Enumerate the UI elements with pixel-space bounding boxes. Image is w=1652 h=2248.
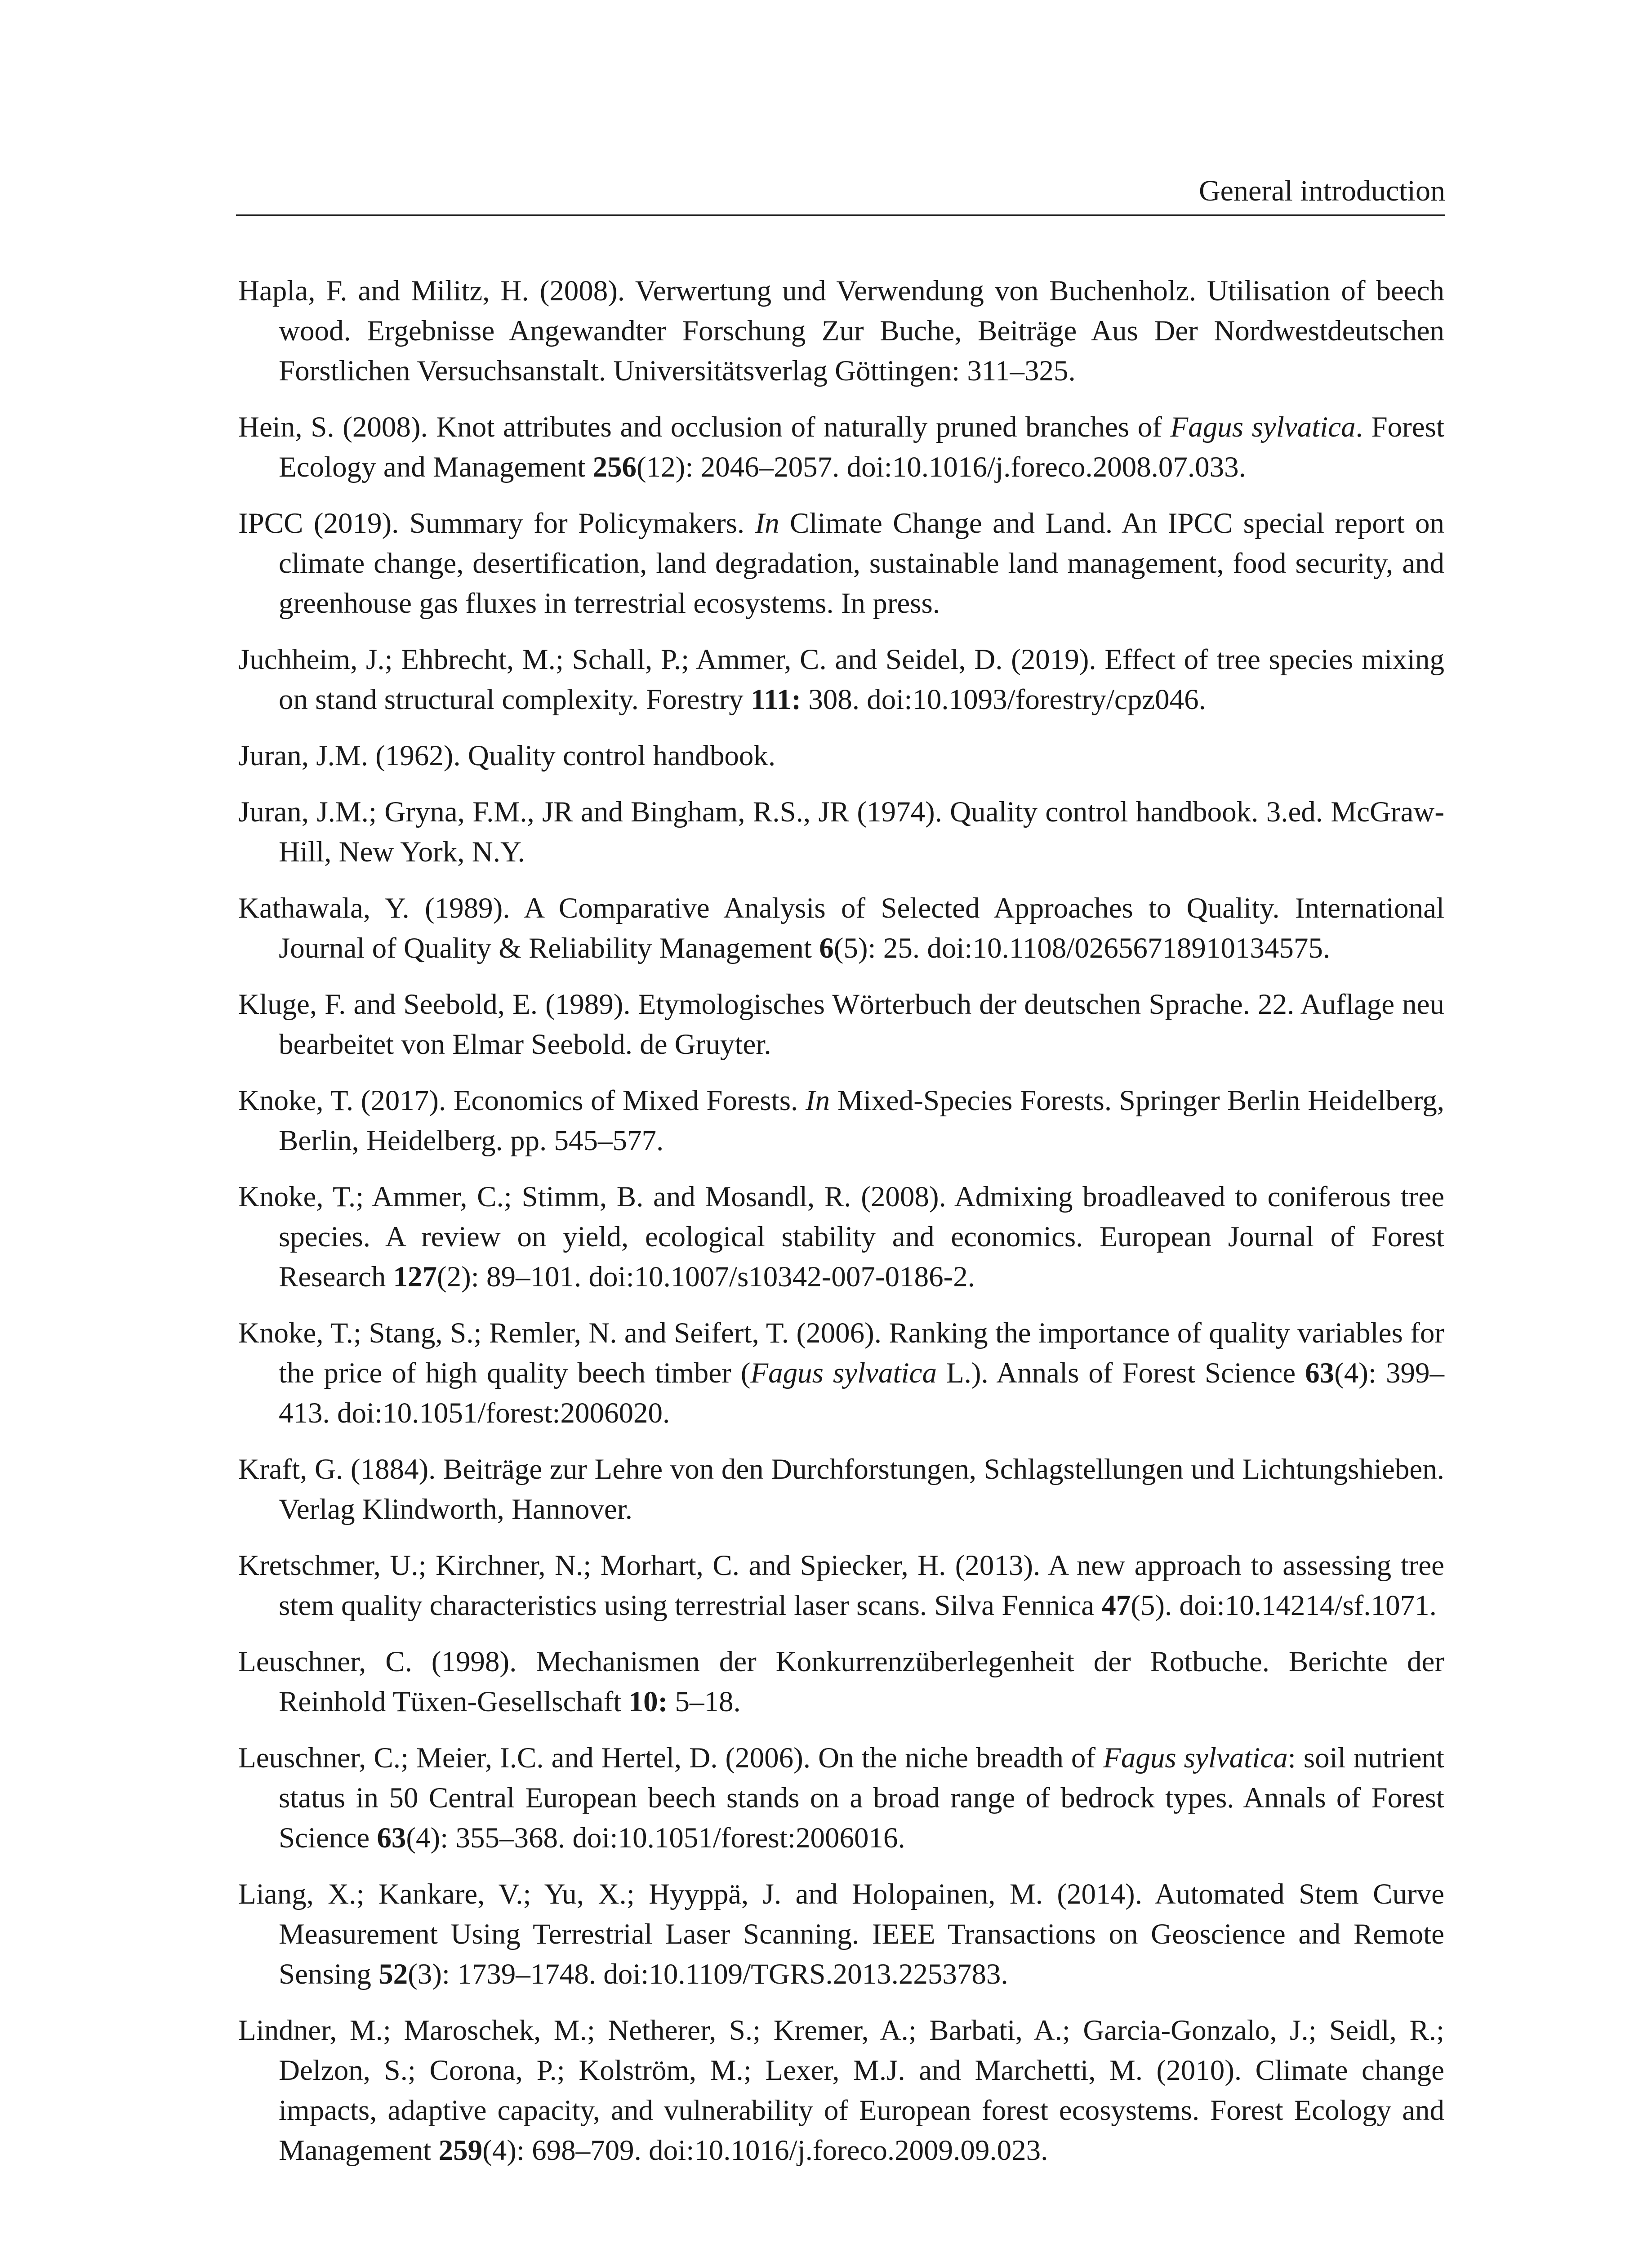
volume-number: 6 (819, 932, 834, 964)
reference-text: Kathawala, Y. (1989). A Comparative Analysis of Selected Approaches to Quality. International Journal of Quality & Reliability Management (238, 892, 1444, 964)
volume-number: 10: (628, 1686, 668, 1718)
reference-text: (5): 25. doi:10.1108/02656718910134575. (833, 932, 1331, 964)
reference-entry (238, 1738, 1444, 1858)
reference-entry (238, 985, 1444, 1065)
reference-entry (238, 1546, 1444, 1626)
reference-entry (238, 1313, 1444, 1433)
volume-number: 111: (751, 683, 802, 716)
reference-text: Leuschner, C.; Meier, I.C. and Hertel, D. (2006). On the niche breadth of (238, 1742, 1104, 1774)
reference-text: Liang, X.; Kankare, V.; Yu, X.; Hyyppä, J. and Holopainen, M. (2014). Automated Stem Curve Measurement Using Terrestrial Laser Scanning. IEEE Transactions on Geoscience and Remote Sensing (238, 1878, 1444, 1990)
reference-entry (238, 888, 1444, 968)
reference-text: Hapla, F. and Militz, H. (2008). Verwertung und Verwendung von Buchenholz. Utilisation of beech wood. Ergebnisse Angewandter Forschung Zur Buche, Beiträge Aus Der Nordwestdeutschen Forstlichen Versuchsanstalt. Universitätsverlag Göttingen: 311–325. (238, 275, 1444, 387)
volume-number: 256 (592, 451, 637, 483)
reference-text: Lindner, M.; Maroschek, M.; Netherer, S.; Kremer, A.; Barbati, A.; Garcia-Gonzalo, J.; Seidl, R.; Delzon, S.; Corona, P.; Kolström, M.; Lexer, M.J. and Marchetti, M. (2010). Climate change impacts, adaptive capacity, and vulnerability of European forest ecosystems. Forest Ecology and Management (238, 2014, 1444, 2167)
reference-entry (238, 2011, 1444, 2171)
reference-entry (238, 792, 1444, 872)
reference-entry (238, 504, 1444, 624)
reference-text: Knoke, T.; Ammer, C.; Stimm, B. and Mosandl, R. (2008). Admixing broadleaved to coniferous tree species. A review on yield, ecological stability and economics. European Journal of Forest Research (238, 1181, 1444, 1293)
reference-text: Hein, S. (2008). Knot attributes and occlusion of naturally pruned branches of (238, 411, 1171, 443)
reference-text: Knoke, T. (2017). Economics of Mixed Forests. (238, 1084, 806, 1117)
reference-text: (4): 355–368. doi:10.1051/forest:2006016. (406, 1822, 905, 1854)
volume-number: 47 (1101, 1589, 1131, 1622)
volume-number: 127 (393, 1261, 437, 1293)
volume-number: 259 (438, 2134, 483, 2167)
reference-text: L.). Annals of Forest Science (936, 1357, 1305, 1389)
reference-text: Kretschmer, U.; Kirchner, N.; Morhart, C. and Spiecker, H. (2013). A new approach to assessing tree stem quality characteristics using terrestrial laser scans. Silva Fennica (238, 1549, 1444, 1622)
reference-text: (12): 2046–2057. doi:10.1016/j.foreco.2008.07.033. (637, 451, 1246, 483)
reference-entry (238, 271, 1444, 391)
italic-text: Fagus sylvatica (1103, 1742, 1288, 1774)
reference-text: Juran, J.M. (1962). Quality control handbook. (238, 740, 776, 772)
reference-entry (238, 1642, 1444, 1722)
reference-text: Mixed-Species Forests. Springer Berlin Heidelberg, Berlin, Heidelberg. pp. 545–577. (279, 1084, 1444, 1157)
reference-text: Juchheim, J.; Ehbrecht, M.; Schall, P.; Ammer, C. and Seidel, D. (2019). Effect of tree species mixing on stand structural complexity. Forestry (238, 643, 1444, 716)
reference-entry (238, 736, 1444, 776)
reference-text: IPCC (2019). Summary for Policymakers. (238, 507, 755, 540)
header-rule (236, 214, 1445, 216)
reference-entry (238, 1874, 1444, 1994)
italic-text: In (805, 1084, 830, 1117)
reference-text: (4): 399–413. doi:10.1051/forest:2006020. (279, 1357, 1444, 1429)
reference-text: 308. doi:10.1093/forestry/cpz046. (801, 683, 1206, 716)
reference-text: Leuschner, C. (1998). Mechanismen der Konkurrenzüberlegenheit der Rotbuche. Berichte der Reinhold Tüxen-Gesellschaft (238, 1646, 1444, 1718)
italic-text: In (755, 507, 779, 540)
reference-text: Knoke, T.; Stang, S.; Remler, N. and Seifert, T. (2006). Ranking the importance of quality variables for the price of high quality beech timber ( (238, 1317, 1444, 1389)
reference-text: Kluge, F. and Seebold, E. (1989). Etymologisches Wörterbuch der deutschen Sprache. 22. Auflage neu bearbeitet von Elmar Seebold. de Gruyter. (238, 988, 1444, 1061)
reference-text: (3): 1739–1748. doi:10.1109/TGRS.2013.2253783. (408, 1958, 1008, 1990)
reference-entry (238, 1450, 1444, 1530)
running-header: General introduction (1199, 174, 1445, 207)
volume-number: 63 (1305, 1357, 1335, 1389)
italic-text: Fagus sylvatica (750, 1357, 937, 1389)
reference-text: (5). doi:10.14214/sf.1071. (1131, 1589, 1437, 1622)
italic-text: Fagus sylvatica (1170, 411, 1356, 443)
reference-text: (4): 698–709. doi:10.1016/j.foreco.2009.09.023. (482, 2134, 1048, 2167)
reference-text: . Forest Ecology and Management (279, 411, 1444, 483)
reference-text: (2): 89–101. doi:10.1007/s10342-007-0186-2. (436, 1261, 975, 1293)
reference-list (238, 271, 1444, 2187)
reference-text: Kraft, G. (1884). Beiträge zur Lehre von den Durchforstungen, Schlagstellungen und Lichtungshieben. Verlag Klindworth, Hannover. (238, 1453, 1444, 1525)
reference-entry (238, 1081, 1444, 1161)
reference-text: : soil nutrient status in 50 Central European beech stands on a broad range of bedrock types. Annals of Forest Science (279, 1742, 1444, 1854)
reference-entry (238, 407, 1444, 487)
volume-number: 52 (378, 1958, 408, 1990)
reference-text: 5–18. (668, 1686, 741, 1718)
reference-entry (238, 640, 1444, 720)
reference-entry (238, 1177, 1444, 1297)
reference-text: Climate Change and Land. An IPCC special report on climate change, desertification, land degradation, sustainable land management, food security, and greenhouse gas fluxes in terrestrial ecosystems. In press. (279, 507, 1444, 620)
volume-number: 63 (377, 1822, 406, 1854)
reference-text: Juran, J.M.; Gryna, F.M., JR and Bingham, R.S., JR (1974). Quality control handbook. 3.ed. McGraw-Hill, New York, N.Y. (238, 796, 1444, 868)
